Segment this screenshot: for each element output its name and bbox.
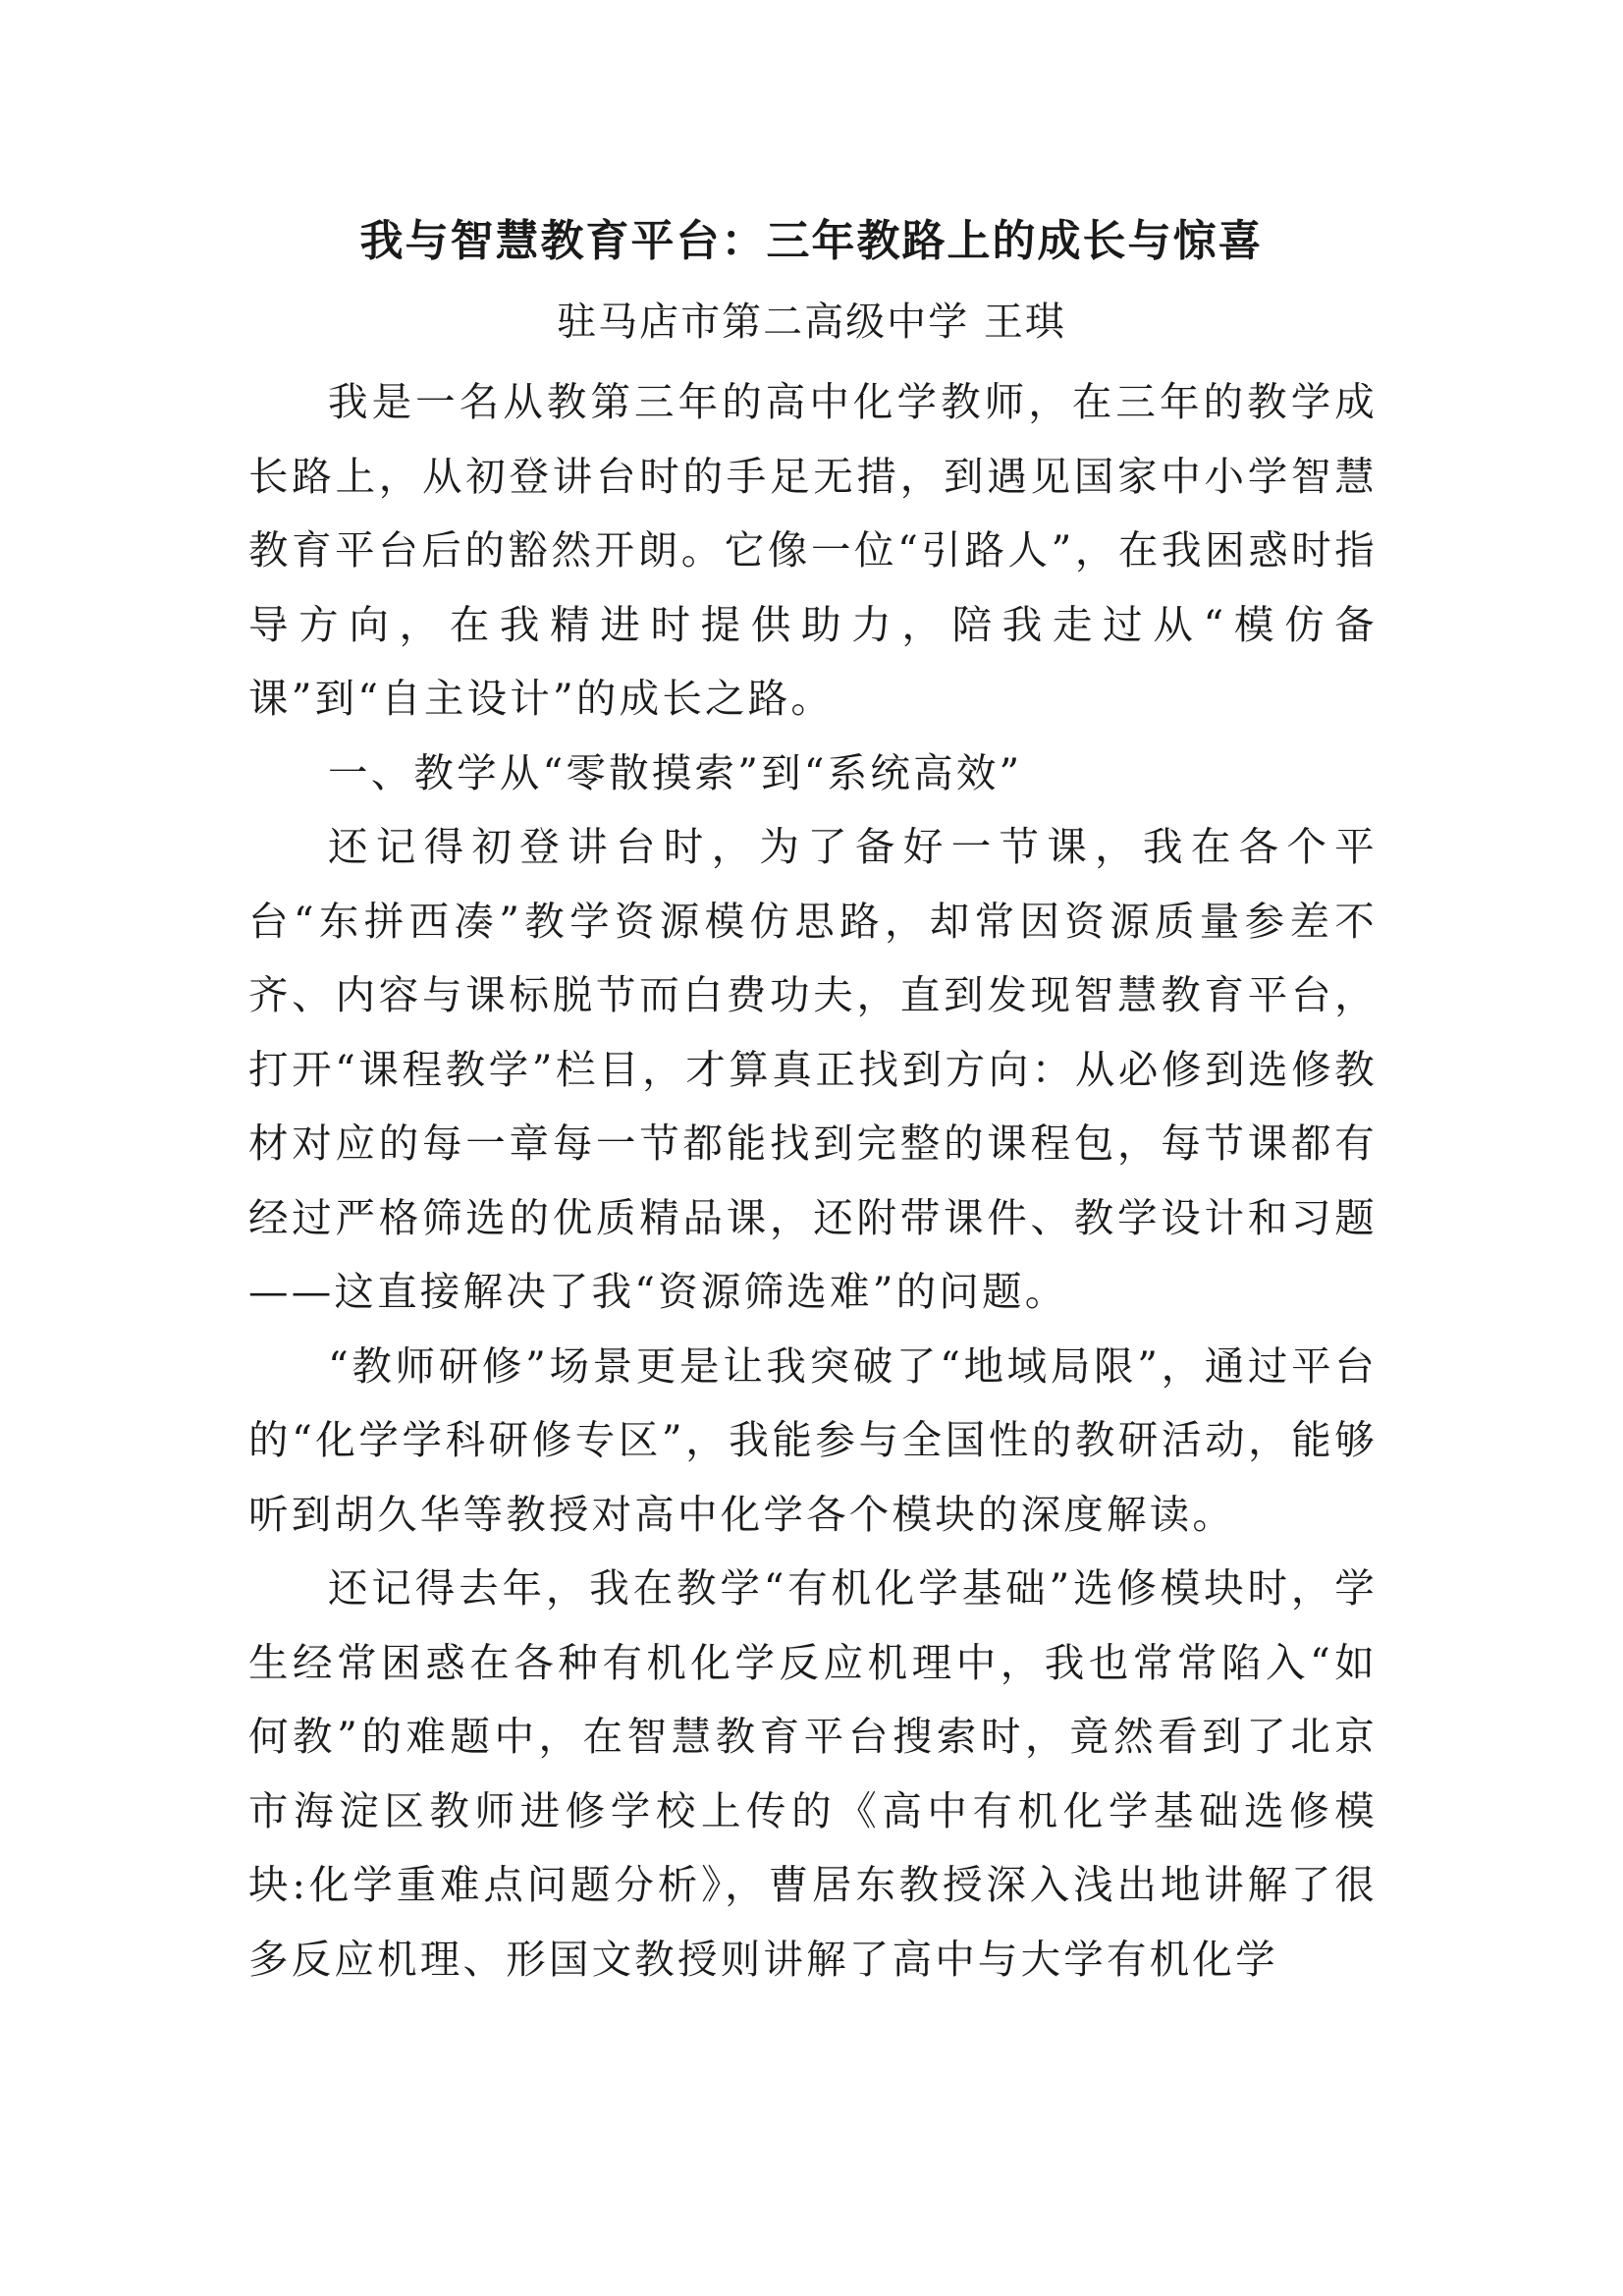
document-title: 我与智慧教育平台：三年教路上的成长与惊喜 [359,216,1264,266]
section-heading-1: 一、教学从“零散摸索”到“系统高效” [328,748,1023,796]
document-body [248,365,1378,1996]
paragraph-resources: 还记得初登讲台时，为了备好一节课，我在各个平台“东拼西凑”教学资源模仿思路，却常因资源质量参差不齐、内容与课标脱节而白费功夫，直到发现智慧教育平台，打开“课程教学”栏目，才算真正找到方向：从必修到选修教材对应的每一章每一节都能找到完整的课程包，每节课都有经过严格筛选的优质精品课，还附带课件、教学设计和习题——这直接解决了我“资源筛选难”的问题。 [248,823,1378,1315]
paragraph-organic-chemistry: 还记得去年，我在教学“有机化学基础”选修模块时，学生经常困惑在各种有机化学反应机理中，我也常常陷入“如何教”的难题中，在智慧教育平台搜索时，竟然看到了北京市海淀区教师进修学校上传的《高中有机化学基础选修模块:化学重难点问题分析》，曹居东教授深入浅出地讲解了很多反应机理、形国文教授则讲解了高中与大学有机化学 [248,1564,1378,1983]
paragraph-research: “教师研修”场景更是让我突破了“地域局限”，通过平台的“化学学科研修专区”，我能参与全国性的教研活动，能够听到胡久华等教授对高中化学各个模块的深度解读。 [248,1341,1378,1538]
document-author: 驻马店市第二高级中学 王琪 [557,300,1066,345]
paragraph-intro: 我是一名从教第三年的高中化学教师，在三年的教学成长路上，从初登讲台时的手足无措，到遇见国家中小学智慧教育平台后的豁然开朗。它像一位“引路人”，在我困惑时指导方向，在我精进时提供助力，陪我走过从“模仿备课”到“自主设计”的成长之路。 [248,378,1378,722]
